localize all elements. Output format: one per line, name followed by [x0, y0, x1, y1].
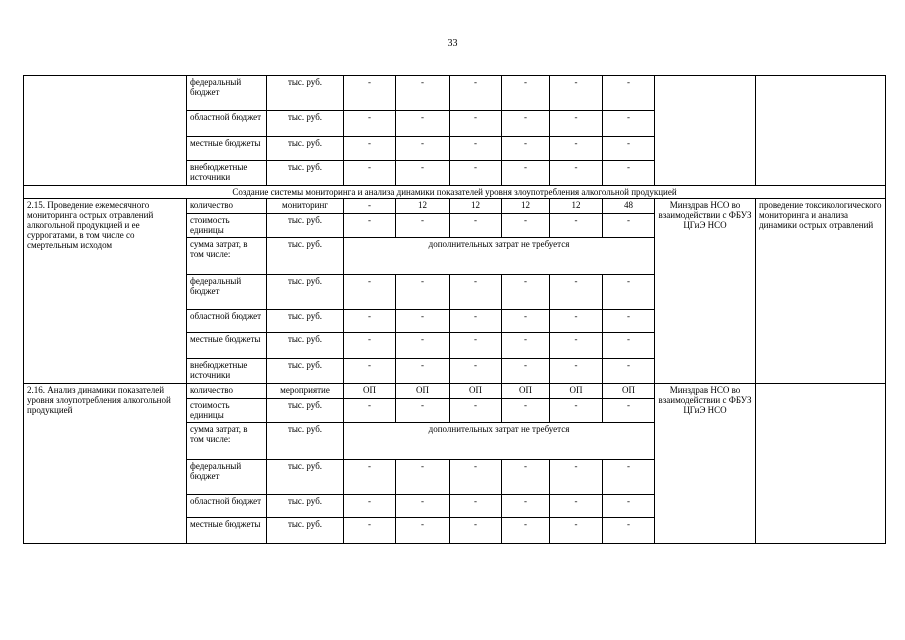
value-cell: -	[502, 76, 550, 111]
source-label: областной бюджет	[187, 111, 267, 137]
unit-cell: тыс. руб.	[267, 76, 344, 111]
source-label: внебюджетные источники	[187, 161, 267, 186]
value-cell: -	[396, 275, 450, 310]
value-cell: -	[344, 310, 396, 333]
value-cell: -	[502, 518, 550, 544]
unit-cell: тыс. руб.	[267, 310, 344, 333]
value-cell: -	[396, 333, 450, 359]
value-cell: -	[344, 518, 396, 544]
unit-cell: тыс. руб.	[267, 275, 344, 310]
value-cell: -	[603, 76, 655, 111]
value-cell: -	[502, 111, 550, 137]
item-name: 2.16. Анализ динамики показателей уровня злоупотребления алкогольной продукцией	[24, 384, 187, 544]
value-cell: 12	[450, 199, 502, 214]
value-cell: -	[603, 161, 655, 186]
row-label: стоимость единицы	[187, 399, 267, 423]
name-cell-empty	[24, 76, 187, 186]
value-cell: -	[450, 111, 502, 137]
unit-cell: тыс. руб.	[267, 495, 344, 518]
value-cell: -	[550, 111, 603, 137]
value-cell: -	[396, 310, 450, 333]
value-cell: -	[502, 275, 550, 310]
section-heading-row	[24, 186, 886, 199]
row-label: федеральный бюджет	[187, 460, 267, 495]
table-row	[24, 199, 886, 214]
value-cell: -	[396, 214, 450, 238]
value-cell: ОП	[396, 384, 450, 399]
value-cell: -	[502, 333, 550, 359]
row-label: количество	[187, 199, 267, 214]
value-cell: -	[450, 275, 502, 310]
program-table	[23, 75, 886, 544]
value-cell: -	[344, 199, 396, 214]
value-cell: -	[396, 359, 450, 384]
value-cell: -	[502, 495, 550, 518]
unit-cell: тыс. руб.	[267, 214, 344, 238]
row-label: областной бюджет	[187, 310, 267, 333]
value-cell: -	[550, 399, 603, 423]
section-title: Создание системы мониторинга и анализа динамики показателей уровня злоупотребления алкогольной продукцией	[24, 186, 886, 199]
unit-cell: тыс. руб.	[267, 423, 344, 460]
value-cell: -	[344, 359, 396, 384]
item-name: 2.15. Проведение ежемесячного мониторинга острых отравлений алкогольной продукцией и ее суррогатами, в том числе со смертельным исходом	[24, 199, 187, 384]
row-label: количество	[187, 384, 267, 399]
executor-cell-empty	[655, 76, 756, 186]
value-cell: -	[450, 460, 502, 495]
value-cell: -	[603, 310, 655, 333]
value-cell: -	[603, 137, 655, 161]
value-cell: -	[603, 460, 655, 495]
unit-cell: тыс. руб.	[267, 161, 344, 186]
unit-cell: тыс. руб.	[267, 137, 344, 161]
value-cell: -	[603, 333, 655, 359]
value-cell: -	[502, 214, 550, 238]
executor-cell: Минздрав НСО во взаимодействии с ФБУЗ ЦГиЭ НСО	[655, 199, 756, 384]
row-label: внебюджетные источники	[187, 359, 267, 384]
row-label: областной бюджет	[187, 495, 267, 518]
unit-cell: тыс. руб.	[267, 238, 344, 275]
page-number: 33	[447, 38, 458, 49]
value-cell: -	[450, 518, 502, 544]
value-cell: -	[344, 399, 396, 423]
value-cell: -	[396, 137, 450, 161]
row-label: стоимость единицы	[187, 214, 267, 238]
value-cell: -	[396, 460, 450, 495]
value-cell: -	[396, 111, 450, 137]
value-cell: -	[344, 111, 396, 137]
value-cell: 12	[396, 199, 450, 214]
value-cell: -	[344, 460, 396, 495]
row-label: сумма затрат, в том числе:	[187, 423, 267, 460]
value-cell: -	[603, 495, 655, 518]
value-cell: -	[450, 399, 502, 423]
value-cell: -	[450, 333, 502, 359]
value-cell: -	[550, 310, 603, 333]
value-cell: -	[603, 111, 655, 137]
value-cell: -	[603, 214, 655, 238]
value-cell: -	[603, 359, 655, 384]
source-label: местные бюджеты	[187, 137, 267, 161]
no-costs-note: дополнительных затрат не требуется	[344, 238, 655, 275]
value-cell: 12	[550, 199, 603, 214]
row-label: сумма затрат, в том числе:	[187, 238, 267, 275]
value-cell: -	[550, 359, 603, 384]
value-cell: -	[550, 275, 603, 310]
unit-cell: тыс. руб.	[267, 460, 344, 495]
result-cell: проведение токсикологического мониторинга и анализа динамики острых отравлений	[756, 199, 886, 384]
table-row	[24, 384, 886, 399]
value-cell: -	[450, 495, 502, 518]
source-label: федеральный бюджет	[187, 76, 267, 111]
value-cell: -	[396, 495, 450, 518]
value-cell: -	[603, 518, 655, 544]
value-cell: -	[502, 137, 550, 161]
value-cell: -	[344, 161, 396, 186]
result-cell-empty	[756, 384, 886, 544]
unit-cell: тыс. руб.	[267, 333, 344, 359]
value-cell: -	[502, 359, 550, 384]
value-cell: -	[502, 310, 550, 333]
value-cell: -	[550, 137, 603, 161]
unit-cell: тыс. руб.	[267, 518, 344, 544]
value-cell: ОП	[450, 384, 502, 399]
executor-cell: Минздрав НСО во взаимодействии с ФБУЗ ЦГиЭ НСО	[655, 384, 756, 544]
value-cell: ОП	[603, 384, 655, 399]
value-cell: -	[550, 76, 603, 111]
value-cell: -	[502, 161, 550, 186]
value-cell: -	[396, 76, 450, 111]
value-cell: -	[550, 333, 603, 359]
value-cell: ОП	[344, 384, 396, 399]
value-cell: -	[344, 275, 396, 310]
value-cell: -	[502, 460, 550, 495]
value-cell: -	[603, 399, 655, 423]
value-cell: -	[396, 399, 450, 423]
value-cell: -	[344, 137, 396, 161]
result-cell-empty	[756, 76, 886, 186]
value-cell: -	[550, 214, 603, 238]
value-cell: -	[603, 275, 655, 310]
value-cell: -	[396, 518, 450, 544]
value-cell: -	[450, 214, 502, 238]
value-cell: -	[450, 359, 502, 384]
value-cell: -	[344, 214, 396, 238]
no-costs-note: дополнительных затрат не требуется	[344, 423, 655, 460]
value-cell: -	[450, 137, 502, 161]
value-cell: 48	[603, 199, 655, 214]
value-cell: -	[502, 399, 550, 423]
unit-cell: тыс. руб.	[267, 399, 344, 423]
row-label: местные бюджеты	[187, 518, 267, 544]
value-cell: ОП	[502, 384, 550, 399]
value-cell: -	[396, 161, 450, 186]
value-cell: -	[450, 161, 502, 186]
table-row	[24, 76, 886, 111]
unit-cell: тыс. руб.	[267, 359, 344, 384]
value-cell: -	[450, 310, 502, 333]
value-cell: -	[550, 161, 603, 186]
value-cell: ОП	[550, 384, 603, 399]
unit-cell: мониторинг	[267, 199, 344, 214]
unit-cell: мероприятие	[267, 384, 344, 399]
value-cell: -	[344, 76, 396, 111]
value-cell: -	[550, 518, 603, 544]
value-cell: -	[450, 76, 502, 111]
value-cell: -	[344, 495, 396, 518]
value-cell: -	[550, 460, 603, 495]
unit-cell: тыс. руб.	[267, 111, 344, 137]
value-cell: 12	[502, 199, 550, 214]
row-label: федеральный бюджет	[187, 275, 267, 310]
value-cell: -	[344, 333, 396, 359]
value-cell: -	[550, 495, 603, 518]
row-label: местные бюджеты	[187, 333, 267, 359]
